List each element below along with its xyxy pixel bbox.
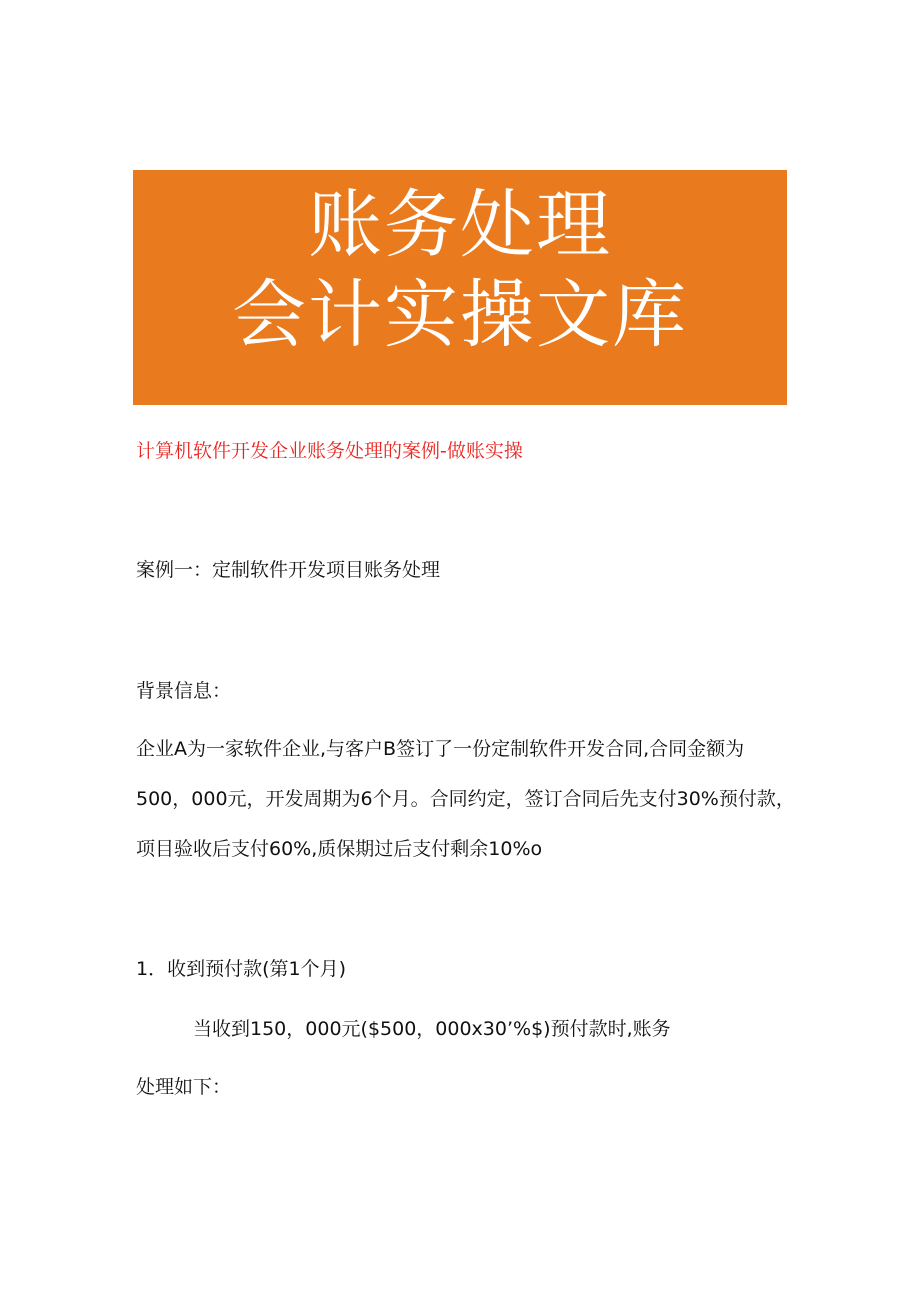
banner-title-line-1: 账务处理 (308, 182, 612, 268)
background-line-2: 500，000元，开发周期为6个月。合同约定，签订合同后先支付30%预付款， (136, 788, 795, 810)
background-line-3: 项目验收后支付60%,质保期过后支付剩余10%o (136, 838, 543, 860)
step1-heading: 1．收到预付款(第1个月) (136, 958, 347, 980)
document-title: 计算机软件开发企业账务处理的案例-做账实操 (136, 440, 523, 462)
background-line-1: 企业A为一家软件企业,与客户B签订了一份定制软件开发合同,合同金额为 (136, 738, 745, 760)
step1-line-2: 处理如下： (136, 1076, 232, 1098)
background-heading: 背景信息： (136, 680, 232, 702)
header-banner (133, 170, 787, 405)
step1-line-1: 当收到150，000元($500，000x30’%$)预付款时,账务 (193, 1018, 671, 1040)
case-heading: 案例一：定制软件开发项目账务处理 (136, 559, 441, 581)
banner-title-line-2: 会计实操文库 (232, 272, 688, 358)
